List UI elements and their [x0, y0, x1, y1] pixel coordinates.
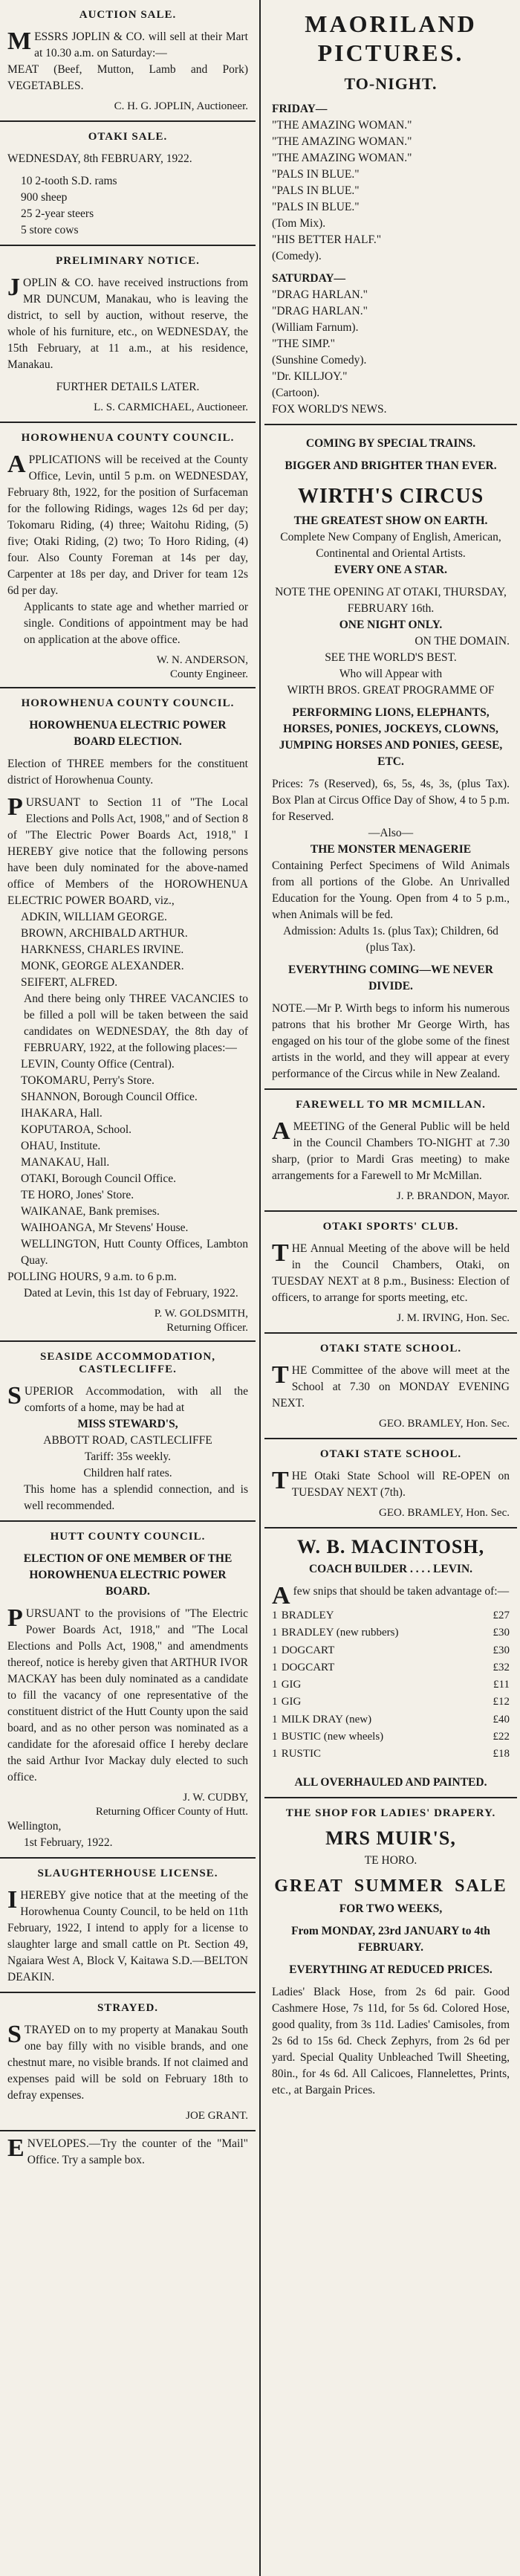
candidate-name: ADKIN, WILLIAM GEORGE.	[21, 911, 167, 923]
circus-special-trains: COMING BY SPECIAL TRAINS.	[305, 437, 476, 450]
polling-place: WAIKANAE, Bank premises.	[21, 1205, 160, 1218]
item-price: £18	[493, 1748, 510, 1760]
horowhenua-election-signature-title: Returning Officer.	[166, 1322, 248, 1334]
farewell-heading: FAREWELL TO MR MCMILLAN.	[296, 1099, 486, 1111]
friday-program-line: "THE AMAZING WOMAN."	[272, 152, 412, 164]
otaki-school-committee-ad	[264, 1334, 517, 1439]
item-name: MILK DRAY (new)	[281, 1713, 372, 1726]
item-price: £22	[493, 1730, 510, 1743]
candidate-name: BROWN, ARCHIBALD ARTHUR.	[21, 927, 188, 940]
item-name: BUSTIC (new wheels)	[281, 1730, 384, 1743]
auction-sale-signature: C. H. G. JOPLIN, Auctioneer.	[114, 100, 248, 112]
polling-place: TE HORO, Jones' Store.	[21, 1189, 134, 1201]
circus-opening: NOTE THE OPENING AT OTAKI, THURSDAY, FEBRUARY 16th.	[275, 586, 507, 615]
circus-note: NOTE.—Mr P. Wirth begs to inform his numerous patrons that his brother Mr George Wirth, has engaged on his tour of the globe some of the finest artists in the world, and they will appear at every performance of the Circus while in New Zealand.	[272, 1002, 510, 1080]
item-price: £11	[493, 1679, 510, 1691]
qty: 1	[272, 1627, 278, 1639]
price-row	[272, 1746, 510, 1763]
price-row	[272, 1659, 510, 1676]
qty: 1	[272, 1679, 278, 1691]
circus-bigger-brighter: BIGGER AND BRIGHTER THAN EVER.	[285, 459, 497, 472]
hutt-body: PURSUANT to the provisions of "The Electric Power Boards Act, 1918," and "The Local Elections and Polls Act, 1908," and amendments thereof, notice is hereby given that ARTHUR IVOR MACKAY has been duly nominated as a candidate to fill the vacancy of one representative of the constituent district of the Hutt County upon the said board, and as no other person was nominated as a candidate for the aforesaid office I hereby declare the said Arthur Ivor Mackay duly elected to such office.	[7, 1604, 248, 1783]
auction-sale-heading: AUCTION SALE.	[79, 9, 177, 21]
seaside-children: Children half rates.	[83, 1467, 172, 1479]
item-price: £30	[493, 1627, 510, 1639]
item-name: RUSTIC	[281, 1748, 322, 1760]
sports-heading: OTAKI SPORTS' CLUB.	[322, 1221, 459, 1233]
circus-title: WIRTH'S CIRCUS	[297, 485, 484, 508]
macintosh-title: W. B. MACINTOSH,	[296, 1536, 485, 1557]
otaki-sale-date: WEDNESDAY, 8th FEBRUARY, 1922.	[7, 152, 192, 165]
muirs-body: Ladies' Black Hose, from 2s 6d pair. Good Cashmere Hose, 7s 11d, for 5s 6d. Colored Hose, good quality, from 3s 11d. Ladies' Camisoles, from 2s 6d to 15s 6d. Check Zephyrs, from 2s 6d per yard. Special Quality Unbleached Twill Sheeting, 80in., for 4s 6d. All Calicoes, Flannelettes, Prints, etc., at Bargain Prices.	[272, 1986, 510, 2097]
candidate-name: SEIFERT, ALFRED.	[21, 976, 118, 989]
price-row	[272, 1642, 510, 1659]
item-price: £40	[493, 1713, 510, 1726]
polling-hours: POLLING HOURS, 9 a.m. to 6 p.m.	[7, 1271, 177, 1283]
friday-program-line: "THE AMAZING WOMAN."	[272, 135, 412, 148]
hutt-council-ad	[0, 1522, 256, 1859]
item-name: DOGCART	[281, 1661, 335, 1673]
farewell-signature: J. P. BRANDON, Mayor.	[396, 1190, 510, 1202]
circus-who-appear: Who will Appear with	[339, 668, 443, 680]
circus-prices: Prices: 7s (Reserved), 6s, 5s, 4s, 3s, (plus Tax). Box Plan at Circus Office Day of Show, 4 to 5 p.m. for Reserved.	[272, 778, 510, 823]
farewell-mcmillan-ad	[264, 1090, 517, 1212]
item-name: GIG	[281, 1696, 302, 1708]
sports-signature: J. M. IRVING, Hon. Sec.	[397, 1312, 510, 1324]
slaughterhouse-body: IHEREBY give notice that at the meeting of the Horowhenua County Council, to be held on 11th February, 1922, I intend to apply for a license to slaughter large and small cattle on Pt. Section 49, Ngaiara West A, Block V, Kaitawa S.D.—BELTON DEAKIN.	[7, 1886, 248, 1983]
candidate-name: MONK, GEORGE ALEXANDER.	[21, 960, 184, 972]
school-reopen-heading: OTAKI STATE SCHOOL.	[319, 1448, 462, 1460]
horowhenua-election-heading: HOROWHENUA COUNTY COUNCIL.	[21, 697, 235, 709]
qty: 1	[272, 1644, 278, 1656]
preliminary-notice-ad	[0, 246, 256, 423]
saturday-program-line: (William Farnum).	[272, 321, 359, 334]
horowhenua-signature-title: County Engineer.	[170, 668, 248, 680]
friday-program-line: "PALS IN BLUE."	[272, 201, 360, 213]
preliminary-further-details: FURTHER DETAILS LATER.	[56, 381, 200, 393]
item-price: £12	[493, 1696, 510, 1708]
farewell-body: AMEETING of the General Public will be held in the Council Chambers TO-NIGHT at 7.30 sharp, (prior to Mardi Gras meeting) to make arrangements for a Farewell to Mr McMillan.	[272, 1117, 510, 1182]
sale-word: SALE	[455, 1876, 507, 1897]
auction-sale-body: MESSRS JOPLIN & CO. will sell at their Mart at 10.30 a.m. on Saturday:—	[7, 28, 248, 59]
circus-never-divide: EVERYTHING COMING—WE NEVER DIVIDE.	[288, 963, 493, 992]
muirs-weeks: FOR TWO WEEKS,	[339, 1902, 443, 1916]
friday-program-line: "HIS BETTER HALF."	[272, 233, 382, 246]
horowhenua-election-dated: Dated at Levin, this 1st day of February, 1922.	[24, 1287, 238, 1300]
pictures-heading: PICTURES.	[317, 39, 464, 66]
muirs-title: MRS MUIR'S,	[325, 1827, 456, 1850]
friday-program-line: "PALS IN BLUE."	[272, 168, 360, 181]
right-column	[264, 0, 517, 2576]
saturday-program-line: (Cartoon).	[272, 387, 320, 399]
qty: 1	[272, 1610, 278, 1621]
column-rule	[259, 0, 261, 2576]
school-reopen-signature: GEO. BRAMLEY, Hon. Sec.	[379, 1507, 510, 1519]
friday-program-line: (Tom Mix).	[272, 217, 326, 230]
sports-body: THE Annual Meeting of the above will be held in the Council Chambers, Otaki, on TUESDAY NEXT at 8 p.m., Business: Election of officers, to arrange for sports meeting, etc.	[272, 1239, 510, 1304]
horowhenua-power-board-election-ad	[0, 688, 256, 1342]
auction-sale-ad	[0, 0, 256, 122]
muirs-place: TE HORO.	[364, 1854, 417, 1868]
school-committee-heading: OTAKI STATE SCHOOL.	[319, 1343, 462, 1355]
otaki-sports-club-ad	[264, 1212, 517, 1334]
polling-place: IHAKARA, Hall.	[21, 1107, 103, 1120]
hutt-signature-title: Returning Officer County of Hutt.	[95, 1806, 248, 1818]
hutt-date: 1st February, 1922.	[24, 1836, 113, 1849]
friday-program-line: (Comedy).	[272, 250, 322, 262]
saturday-program-line: "Dr. KILLJOY."	[272, 370, 348, 383]
strayed-signature: JOE GRANT.	[186, 2110, 248, 2122]
circus-performers: PERFORMING LIONS, ELEPHANTS, HORSES, PONIES, JOCKEYS, CLOWNS, JUMPING HORSES AND PONIES, GEESE, ETC.	[279, 706, 503, 768]
hutt-signature: J. W. CUDBY,	[183, 1792, 248, 1804]
envelopes-ad	[0, 2131, 256, 2175]
horowhenua-council-surfaceman-ad	[0, 423, 256, 688]
horowhenua-signature: W. N. ANDERSON,	[156, 654, 248, 666]
price-row	[272, 1676, 510, 1694]
preliminary-signature: L. S. CARMICHAEL, Auctioneer.	[94, 401, 248, 413]
horowhenua-election-subheading: HOROWHENUA ELECTRIC POWER BOARD ELECTION.	[29, 719, 227, 748]
price-row	[272, 1694, 510, 1711]
item-name: BRADLEY	[281, 1610, 334, 1621]
otaki-sale-line: 25 2-year steers	[21, 207, 94, 220]
price-row	[272, 1624, 510, 1642]
circus-company: Complete New Company of English, American, Continental and Oriental Artists.	[280, 531, 501, 560]
slaughterhouse-heading: SLAUGHTERHOUSE LICENSE.	[37, 1868, 218, 1879]
circus-admission: Admission: Adults 1s. (plus Tax); Children, 6d (plus Tax).	[283, 925, 498, 954]
circus-programme: WIRTH BROS. GREAT PROGRAMME OF	[287, 684, 495, 697]
macintosh-intro: Afew snips that should be taken advantage of:—	[272, 1582, 510, 1610]
macintosh-footer: ALL OVERHAULED AND PAINTED.	[294, 1776, 487, 1789]
slaughterhouse-license-ad	[0, 1859, 256, 1993]
polling-place: TOKOMARU, Perry's Store.	[21, 1074, 155, 1087]
price-row	[272, 1607, 510, 1624]
maoriland-heading: MAORILAND	[305, 10, 477, 37]
hutt-subheading: ELECTION OF ONE MEMBER OF THE HOROWHENUA ELECTRIC POWER BOARD.	[23, 1552, 233, 1598]
horowhenua-heading: HOROWHENUA COUNTY COUNCIL.	[21, 432, 235, 444]
item-name: BRADLEY (new rubbers)	[281, 1627, 399, 1639]
hutt-place: Wellington,	[7, 1820, 62, 1833]
left-column	[0, 0, 256, 2576]
macintosh-price-list	[272, 1607, 510, 1763]
strayed-heading: STRAYED.	[97, 2002, 159, 2014]
qty: 1	[272, 1661, 278, 1673]
item-name: GIG	[281, 1679, 302, 1691]
school-committee-body: THE Committee of the above will meet at the School at 7.30 on MONDAY EVENING NEXT.	[272, 1361, 510, 1410]
saturday-program-line: "DRAG HARLAN."	[272, 305, 368, 317]
envelopes-body: ENVELOPES.—Try the counter of the "Mail" Office. Try a sample box.	[7, 2134, 248, 2166]
seaside-body: SUPERIOR Accommodation, with all the comforts of a home, may be had at	[7, 1382, 248, 1414]
item-price: £30	[493, 1644, 510, 1656]
polling-place: MANAKAU, Hall.	[21, 1156, 110, 1169]
muirs-heading: THE SHOP FOR LADIES' DRAPERY.	[285, 1807, 496, 1820]
otaki-sale-ad	[0, 122, 256, 246]
seaside-name: MISS STEWARD'S,	[77, 1418, 178, 1430]
mrs-muirs-sale-ad	[264, 1798, 517, 2105]
strayed-ad	[0, 1993, 256, 2131]
school-committee-signature: GEO. BRAMLEY, Hon. Sec.	[379, 1418, 510, 1430]
seaside-address: ABBOTT ROAD, CASTLECLIFFE	[43, 1434, 212, 1447]
saturday-program-line: "DRAG HARLAN."	[272, 288, 368, 301]
maoriland-pictures-ad	[264, 0, 517, 425]
circus-world-best: SEE THE WORLD'S BEST.	[325, 651, 457, 664]
item-price: £32	[493, 1661, 510, 1673]
horowhenua-election-vacancies: And there being only THREE VACANCIES to be filled a poll will be taken between the said candidates on WEDNESDAY, the 8th day of FEBRUARY, 1922, at the following places:—	[24, 992, 248, 1054]
saturday-program-line: "THE SIMP."	[272, 338, 336, 350]
macintosh-subtitle: COACH BUILDER . . . . LEVIN.	[308, 1563, 473, 1575]
saturday-label: SATURDAY—	[272, 272, 346, 285]
great-word: GREAT	[274, 1876, 344, 1897]
macintosh-coach-builder-ad	[264, 1529, 517, 1798]
horowhenua-election-body: PURSUANT to Section 11 of "The Local Elections and Polls Act, 1908," and of Section 8 of "The Electric Power Boards Act, 1918," I HEREBY give notice that the following persons have been duly nominated for the above-named office of Members of the HOROWHENUA ELECTRIC POWER BOARD, viz.,	[7, 793, 248, 907]
otaki-sale-line: 900 sheep	[21, 191, 68, 204]
tonight-heading: TO-NIGHT.	[344, 74, 438, 93]
circus-also: —Also—	[368, 827, 414, 839]
polling-place: LEVIN, County Office (Central).	[21, 1058, 175, 1071]
polling-place: OHAU, Institute.	[21, 1140, 101, 1152]
auction-sale-items: MEAT (Beef, Mutton, Lamb and Pork) VEGETABLES.	[7, 63, 248, 92]
polling-place: OTAKI, Borough Council Office.	[21, 1172, 176, 1185]
friday-program-line: "THE AMAZING WOMAN."	[272, 119, 412, 132]
polling-place: KOPUTAROA, School.	[21, 1123, 132, 1136]
qty: 1	[272, 1748, 278, 1760]
hutt-heading: HUTT COUNTY COUNCIL.	[50, 1531, 206, 1543]
circus-every-star: EVERY ONE A STAR.	[334, 564, 447, 576]
polling-place: WELLINGTON, Hutt County Offices, Lambton Quay.	[21, 1238, 248, 1267]
item-price: £27	[493, 1610, 510, 1621]
horowhenua-election-intro: Election of THREE members for the constituent district of Horowhenua County.	[7, 758, 248, 787]
preliminary-notice-heading: PRELIMINARY NOTICE.	[56, 255, 200, 267]
seaside-connection: This home has a splendid connection, and is well recommended.	[24, 1483, 248, 1512]
seaside-tariff: Tariff: 35s weekly.	[85, 1450, 171, 1463]
item-name: DOGCART	[281, 1644, 335, 1656]
candidate-name: HARKNESS, CHARLES IRVINE.	[21, 943, 184, 956]
muirs-dates: From MONDAY, 23rd JANUARY to 4th FEBRUARY.	[291, 1925, 490, 1954]
price-row	[272, 1728, 510, 1746]
seaside-accommodation-ad	[0, 1342, 256, 1522]
friday-program-line: "PALS IN BLUE."	[272, 184, 360, 197]
qty: 1	[272, 1730, 278, 1743]
great-summer-sale	[272, 1876, 510, 1897]
horowhenua-applications-conditions: Applicants to state age and whether married or single. Conditions of appointment may be had on application at the above office.	[24, 601, 248, 646]
school-reopen-body: THE Otaki State School will RE-OPEN on TUESDAY NEXT (7th).	[272, 1467, 510, 1499]
friday-label: FRIDAY—	[272, 103, 328, 115]
price-row	[272, 1711, 510, 1728]
horowhenua-election-signature: P. W. GOLDSMITH,	[154, 1308, 248, 1320]
circus-menagerie-desc: Containing Perfect Specimens of Wild Animals from all portions of the Globe. An Unrivalled Education for the Young. Open from 4 to 5 p.m., when Animals will be fed.	[272, 859, 510, 921]
qty: 1	[272, 1696, 278, 1708]
polling-place: SHANNON, Borough Council Office.	[21, 1091, 198, 1103]
otaki-sale-line: 10 2-tooth S.D. rams	[21, 175, 117, 187]
qty: 1	[272, 1713, 278, 1726]
polling-place: WAIHOANGA, Mr Stevens' House.	[21, 1221, 189, 1234]
muirs-reduced: EVERYTHING AT REDUCED PRICES.	[289, 1963, 493, 1977]
preliminary-notice-body: JOPLIN & CO. have received instructions from MR DUNCUM, Manakau, who is leaving the district, to sell by auction, without reserve, the whole of his furniture, etc., on WEDNESDAY, the 15th February, at 11 a.m., at his residence, Manakau.	[7, 274, 248, 371]
circus-menagerie: THE MONSTER MENAGERIE	[310, 843, 472, 856]
saturday-program-line: (Sunshine Comedy).	[272, 354, 367, 367]
wirths-circus-ad	[264, 425, 517, 1090]
horowhenua-applications-body: APPLICATIONS will be received at the County Office, Levin, until 5 p.m. on WEDNESDAY, February 8th, 1922, for the position of Surfaceman for the following Ridings, wages 12s 6d per day; Tokomaru Riding, (4) three; Waitohu Riding, (5) five; Otaki Riding, (2) two; To Horo Riding, (4) four. Also County Foreman at 14s per day, Carpenter at 18s per day, and Driver for team 12s 6d per day.	[7, 451, 248, 597]
circus-one-night: ONE NIGHT ONLY.	[339, 619, 443, 631]
otaki-sale-heading: OTAKI SALE.	[88, 131, 168, 143]
otaki-sale-line: 5 store cows	[21, 224, 79, 236]
otaki-school-reopen-ad	[264, 1439, 517, 1529]
circus-domain: ON THE DOMAIN.	[415, 635, 510, 648]
summer-word: SUMMER	[354, 1876, 445, 1897]
strayed-body: STRAYED on to my property at Manakau South one bay filly with no visible brands, and one chestnut mare, no visible brands. If not claimed and expenses paid will be sold on February 18th to defray expenses.	[7, 2021, 248, 2102]
seaside-heading: SEASIDE ACCOMMODATION, CASTLECLIFFE.	[40, 1351, 215, 1375]
circus-subtitle: THE GREATEST SHOW ON EARTH.	[293, 514, 488, 527]
saturday-program-line: FOX WORLD'S NEWS.	[272, 403, 387, 416]
